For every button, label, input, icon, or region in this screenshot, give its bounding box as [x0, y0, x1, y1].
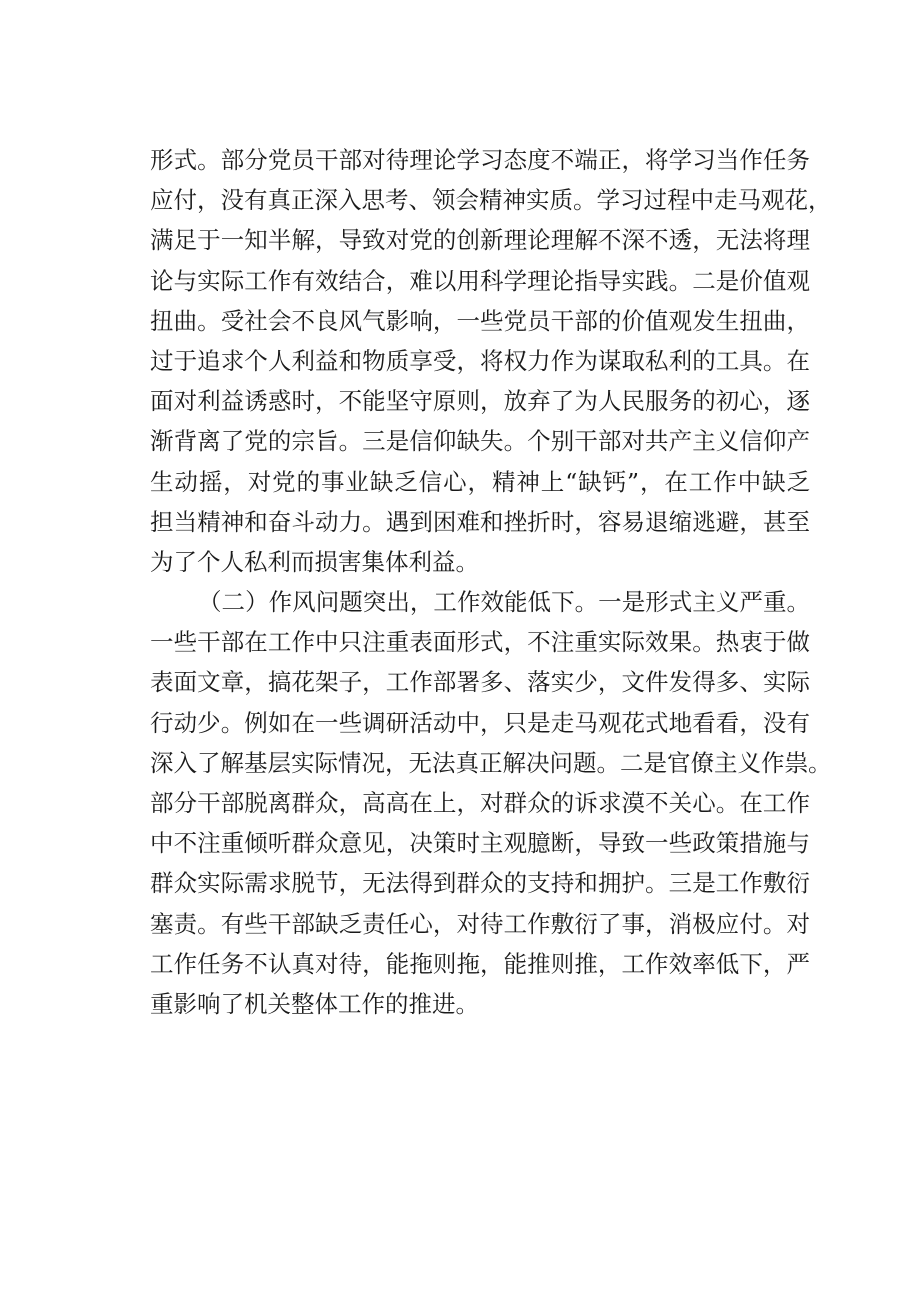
- text-line: 行动少。例如在一些调研活动中，只是走马观花式地看看，没有: [150, 708, 810, 737]
- text-line: 论与实际工作有效结合，难以用科学理论指导实践。二是价值观: [150, 266, 810, 295]
- text-line: 表面文章，搞花架子，工作部署多、落实少，文件发得多、实际: [150, 668, 810, 697]
- text-line: 群众实际需求脱节，无法得到群众的支持和拥护。三是工作敷衍: [150, 869, 810, 898]
- paragraph-1: [150, 140, 832, 582]
- text-line: 担当精神和奋斗动力。遇到困难和挫折时，容易退缩逃避，甚至: [150, 507, 810, 536]
- text-line: 一些干部在工作中只注重表面形式，不注重实际效果。热衷于做: [150, 628, 810, 657]
- text-line: 中不注重倾听群众意见，决策时主观臆断，导致一些政策措施与: [150, 829, 810, 858]
- text-line: 重影响了机关整体工作的推进。: [150, 989, 479, 1018]
- text-line: 部分干部脱离群众，高高在上，对群众的诉求漠不关心。在工作: [150, 789, 810, 817]
- text-line: 为了个人私利而损害集体利益。: [150, 547, 479, 576]
- text-line: 应付，没有真正深入思考、领会精神实质。学习过程中走马观花，: [150, 186, 832, 215]
- text-line: 满足于一知半解，导致对党的创新理论理解不深不透，无法将理: [150, 226, 810, 255]
- text-line: 渐背离了党的宗旨。三是信仰缺失。个别干部对共产主义信仰产: [150, 427, 810, 456]
- text-line: 工作任务不认真对待，能拖则拖，能推则推，工作效率低下，严: [150, 949, 810, 978]
- paragraph-2: [150, 582, 832, 1024]
- text-line: 过于追求个人利益和物质享受，将权力作为谋取私利的工具。在: [150, 346, 810, 375]
- text-line: 生动摇，对党的事业缺乏信心，精神上“缺钙”，在工作中缺乏: [150, 467, 810, 496]
- text-line: 扭曲。受社会不良风气影响，一些党员干部的价值观发生扭曲，: [150, 306, 810, 335]
- text-line: （二）作风问题突出，工作效能低下。一是形式主义严重。: [198, 588, 810, 617]
- document-body: [150, 140, 832, 1024]
- text-line: 面对利益诱惑时，不能坚守原则，放弃了为人民服务的初心，逐: [150, 387, 810, 416]
- text-line: 形式。部分党员干部对待理论学习态度不端正，将学习当作任务: [150, 146, 810, 174]
- text-line: 深入了解基层实际情况，无法真正解决问题。二是官僚主义作祟。: [150, 748, 832, 777]
- text-line: 塞责。有些干部缺乏责任心，对待工作敷衍了事，消极应付。对: [150, 909, 810, 938]
